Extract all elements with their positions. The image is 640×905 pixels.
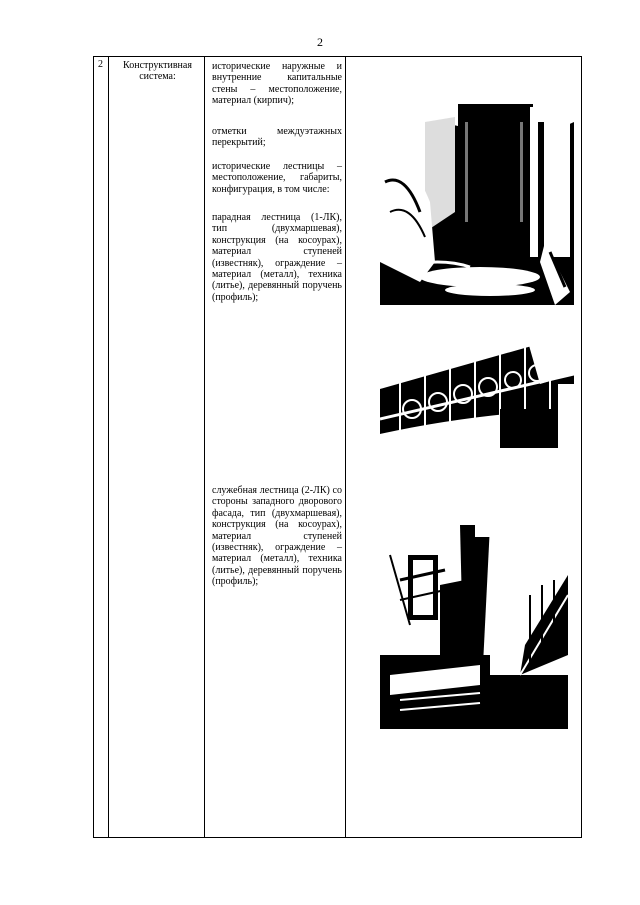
railing-photo	[380, 314, 574, 448]
row-number: 2	[94, 57, 109, 838]
page-number: 2	[317, 35, 323, 49]
desc-service-staircase: служебная лестница (2-ЛК) со стороны западного дворового фасада, тип (двухмаршевая), конструкция (на косоурах), материал ступеней (известняк), ограждение – материал (металл), техника (литье), деревянный поручень (профиль);	[212, 485, 342, 588]
service-staircase-photo	[380, 525, 568, 729]
desc-main-staircase: парадная лестница (1-ЛК), тип (двухмаршевая), конструкция (на косоурах), материал ступеней (известняк), ограждение – материал (металл), техника (литье), деревянный поручень (профиль);	[212, 212, 342, 303]
main-staircase-photo	[380, 62, 574, 305]
photo-cell	[346, 57, 582, 838]
feature-description	[205, 57, 346, 838]
protected-features-table	[93, 56, 582, 838]
feature-name: Конструктивная система:	[109, 57, 205, 838]
table-row	[94, 57, 582, 838]
desc-floor-levels: отметки междуэтажных перекрытий;	[212, 126, 342, 149]
desc-walls: исторические наружные и внутренние капитальные стены – местоположение, материал (кирпич);	[212, 61, 342, 107]
desc-staircases: исторические лестницы – местоположение, габариты, конфигурация, в том числе:	[212, 161, 342, 195]
